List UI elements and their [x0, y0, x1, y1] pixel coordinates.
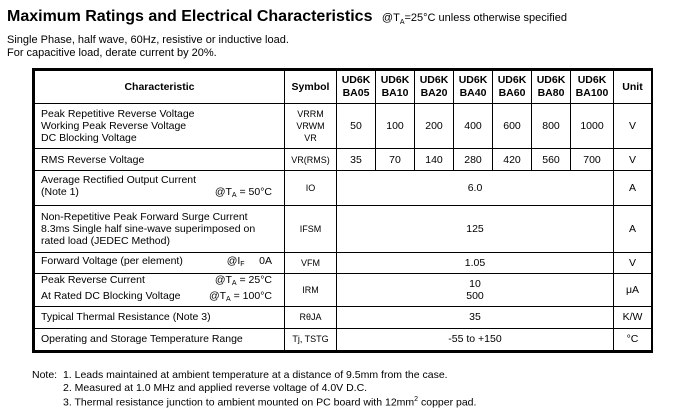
char-cell	[35, 273, 285, 306]
char-line: Peak Reverse Current	[41, 274, 145, 287]
symbol-cell: VR(RMS)	[285, 149, 337, 171]
char-cell	[35, 171, 285, 205]
symbol-cell: Tj, TSTG	[285, 328, 337, 350]
char-line: Peak Repetitive Reverse Voltage	[41, 108, 195, 121]
note-text: 3. Thermal resistance junction to ambient mounted on PC board with 12mm	[63, 396, 415, 409]
value-cell: 420	[493, 149, 532, 171]
value-cell: 560	[532, 149, 571, 171]
header-part-line1: UD6K	[458, 74, 488, 87]
value-cell: 35	[337, 307, 614, 328]
table-row-vrms	[35, 149, 652, 171]
ratings-table-frame	[32, 68, 653, 353]
header-part-line2: BA40	[459, 87, 487, 100]
value-cell: 35	[337, 149, 376, 171]
char-line: DC Blocking Voltage	[41, 132, 137, 145]
char-line-with-condition	[41, 290, 284, 306]
value-cell: -55 to +150	[337, 328, 614, 350]
header-part-line2: BA10	[381, 87, 409, 100]
unit-cell: μA	[614, 273, 652, 306]
intro-line-2: For capacitive load, derate current by 20%.	[7, 47, 217, 59]
unit-cell: A	[614, 171, 652, 205]
notes	[32, 369, 476, 409]
note-1	[32, 369, 476, 382]
cond-sub: A	[231, 192, 237, 200]
symbol-cell: IRM	[285, 273, 337, 306]
char-line-with-condition	[41, 255, 284, 271]
char-line: (Note 1)	[41, 186, 79, 199]
char-line: rated load (JEDEC Method)	[41, 234, 170, 247]
cond-suffix: 0A	[244, 254, 272, 267]
note-2: 2. Measured at 1.0 MHz and applied reverse voltage of 4.0V D.C.	[63, 381, 368, 394]
char-cell	[35, 205, 285, 252]
char-line: Non-Repetitive Peak Forward Surge Current	[41, 210, 248, 223]
header-part-line1: UD6K	[577, 74, 607, 87]
unit-cell: K/W	[614, 307, 652, 328]
header-part-2	[415, 71, 454, 104]
title-cond-prefix: @T	[381, 12, 400, 24]
value-cell: 125	[337, 205, 614, 252]
symbol-cell: VFM	[285, 252, 337, 273]
cond-sub: A	[226, 296, 231, 304]
note-text: 1. Leads maintained at ambient temperature at a distance of 9.5mm from the case.	[62, 369, 448, 381]
symbol-line: VRWM	[296, 121, 325, 132]
header-part-line2: BA05	[342, 87, 370, 100]
char-line: Working Peak Reverse Voltage	[41, 120, 187, 133]
table-header-row	[35, 71, 652, 104]
cond-prefix: @T	[214, 274, 232, 287]
symbol-line: VR	[304, 133, 317, 144]
header-part-line1: UD6K	[419, 74, 449, 87]
symbol-cell: RθJA	[285, 307, 337, 328]
header-part-line2: BA60	[498, 87, 526, 100]
cond-prefix: @T	[208, 290, 227, 303]
header-unit: Unit	[614, 71, 652, 104]
note-sup: 2	[414, 396, 419, 403]
table-row-temp	[35, 328, 652, 350]
ratings-table	[34, 70, 652, 351]
char-cell: Operating and Storage Temperature Range	[35, 328, 285, 350]
char-line: Forward Voltage (per element)	[41, 254, 183, 267]
unit-cell: V	[614, 149, 652, 171]
char-cell	[35, 104, 285, 149]
value-line: 500	[466, 290, 484, 303]
value-cell	[337, 273, 614, 306]
value-cell: 200	[415, 104, 454, 149]
value-cell: 140	[415, 149, 454, 171]
value-cell: 70	[376, 149, 415, 171]
char-line: 8.3ms Single half sine-wave superimposed on	[41, 222, 256, 235]
notes-label: Note:	[32, 369, 58, 381]
symbol-cell	[285, 104, 337, 149]
char-cell: Typical Thermal Resistance (Note 3)	[35, 307, 285, 328]
char-cell: RMS Reverse Voltage	[35, 149, 285, 171]
unit-cell: °C	[614, 328, 652, 350]
char-cell	[35, 252, 285, 273]
title-main: Maximum Ratings and Electrical Characteristics	[7, 8, 373, 25]
char-line: At Rated DC Blocking Voltage	[41, 290, 181, 303]
cond-suffix: = 50°C	[236, 186, 272, 199]
header-part-line1: UD6K	[536, 74, 566, 87]
title-cond-sub: A	[399, 19, 405, 27]
cond-sub: F	[240, 260, 245, 268]
value-cell: 1.05	[337, 252, 614, 273]
value-cell: 400	[454, 104, 493, 149]
value-cell: 100	[376, 104, 415, 149]
table-row-io	[35, 171, 652, 205]
value-cell: 800	[532, 104, 571, 149]
cond-prefix: @I	[226, 254, 241, 267]
page-title	[7, 8, 567, 26]
header-part-line2: BA20	[420, 87, 448, 100]
cond-sub: A	[231, 280, 237, 288]
cond-suffix: = 100°C	[230, 290, 272, 303]
unit-cell: V	[614, 252, 652, 273]
table-row-rth	[35, 307, 652, 328]
header-part-3	[454, 71, 493, 104]
header-part-0	[337, 71, 376, 104]
value-cell: 700	[571, 149, 614, 171]
header-part-1	[376, 71, 415, 104]
cond-suffix: = 25°C	[236, 274, 272, 287]
condition-text	[215, 186, 272, 202]
value-cell: 280	[454, 149, 493, 171]
value-cell: 1000	[571, 104, 614, 149]
table-row-vrrm	[35, 104, 652, 149]
value-line: 10	[469, 278, 481, 291]
note-3	[32, 394, 476, 409]
char-line-with-condition	[41, 274, 284, 290]
header-part-line1: UD6K	[341, 74, 371, 87]
header-part-5	[532, 71, 571, 104]
title-cond-suffix: =25°C unless otherwise specified	[404, 12, 567, 24]
table-row-vfm	[35, 252, 652, 273]
value-cell: 6.0	[337, 171, 614, 205]
header-part-line2: BA80	[537, 87, 565, 100]
title-condition	[381, 12, 567, 27]
header-part-line1: UD6K	[497, 74, 527, 87]
note-text: copper pad.	[418, 396, 477, 409]
header-symbol: Symbol	[285, 71, 337, 104]
value-cell: 50	[337, 104, 376, 149]
cond-prefix: @T	[214, 186, 232, 199]
condition-text	[227, 255, 272, 271]
unit-cell: A	[614, 205, 652, 252]
header-part-6	[571, 71, 614, 104]
condition-text	[209, 290, 272, 306]
symbol-cell: IO	[285, 171, 337, 205]
condition-text	[215, 274, 272, 290]
symbol-cell: IFSM	[285, 205, 337, 252]
intro-line-1: Single Phase, half wave, 60Hz, resistive or inductive load.	[7, 34, 289, 46]
header-part-line1: UD6K	[380, 74, 410, 87]
unit-cell: V	[614, 104, 652, 149]
symbol-line: VRRM	[297, 109, 324, 120]
header-part-line2: BA100	[575, 87, 609, 100]
header-characteristic: Characteristic	[35, 71, 285, 104]
table-row-ifsm	[35, 205, 652, 252]
char-line: Average Rectified Output Current	[41, 174, 197, 187]
char-line-with-condition	[41, 186, 284, 202]
intro-text	[7, 34, 289, 60]
table-row-irm	[35, 273, 652, 306]
header-part-4	[493, 71, 532, 104]
value-cell: 600	[493, 104, 532, 149]
